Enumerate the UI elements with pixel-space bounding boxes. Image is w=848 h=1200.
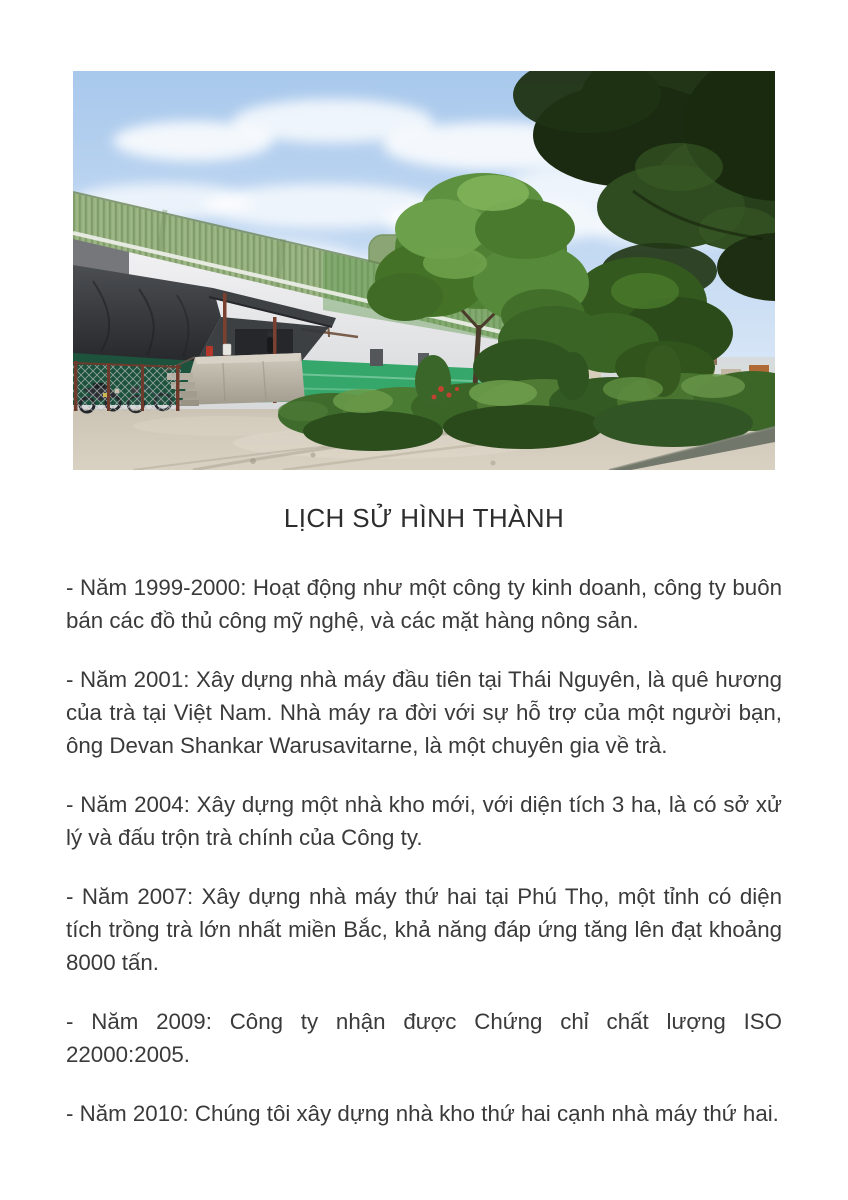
wall-window bbox=[370, 349, 383, 366]
history-paragraph-2004: - Năm 2004: Xây dựng một nhà kho mới, với diện tích 3 ha, là có sở xử lý và đấu trộn trà chính của Công ty. bbox=[66, 792, 782, 850]
chain-link-fence bbox=[73, 361, 181, 411]
history-paragraph-2007: - Năm 2007: Xây dựng nhà máy thứ hai tại Phú Thọ, một tỉnh có diện tích trồng trà lớn nhất miền Bắc, khả năng đáp ứng tăng lên đạt khoảng 8000 tấn. bbox=[66, 884, 782, 975]
history-paragraph-2010: - Năm 2010: Chúng tôi xây dựng nhà kho thứ hai cạnh nhà máy thứ hai. bbox=[66, 1101, 779, 1126]
factory-photo-illustration bbox=[73, 71, 775, 470]
history-paragraph-2001: - Năm 2001: Xây dựng nhà máy đầu tiên tại Thái Nguyên, là quê hương của trà tại Việt Nam. Nhà máy ra đời với sự hỗ trợ của một người bạn, ông Devan Shankar Warusavitarne, là một chuyên gia về trà. bbox=[66, 667, 782, 758]
factory-photo bbox=[73, 71, 775, 470]
white-bucket bbox=[223, 344, 231, 355]
history-paragraph-1999-2000: - Năm 1999-2000: Hoạt động như một công ty kinh doanh, công ty buôn bán các đồ thủ công mỹ nghệ, và các mặt hàng nông sản. bbox=[66, 575, 782, 633]
red-bucket bbox=[206, 346, 213, 356]
person-silhouette bbox=[267, 337, 273, 353]
history-paragraph-2009: - Năm 2009: Công ty nhận được Chứng chỉ chất lượng ISO 22000:2005. bbox=[66, 1009, 782, 1067]
page-title: LỊCH SỬ HÌNH THÀNH bbox=[283, 503, 565, 533]
history-paragraphs bbox=[66, 571, 782, 1130]
